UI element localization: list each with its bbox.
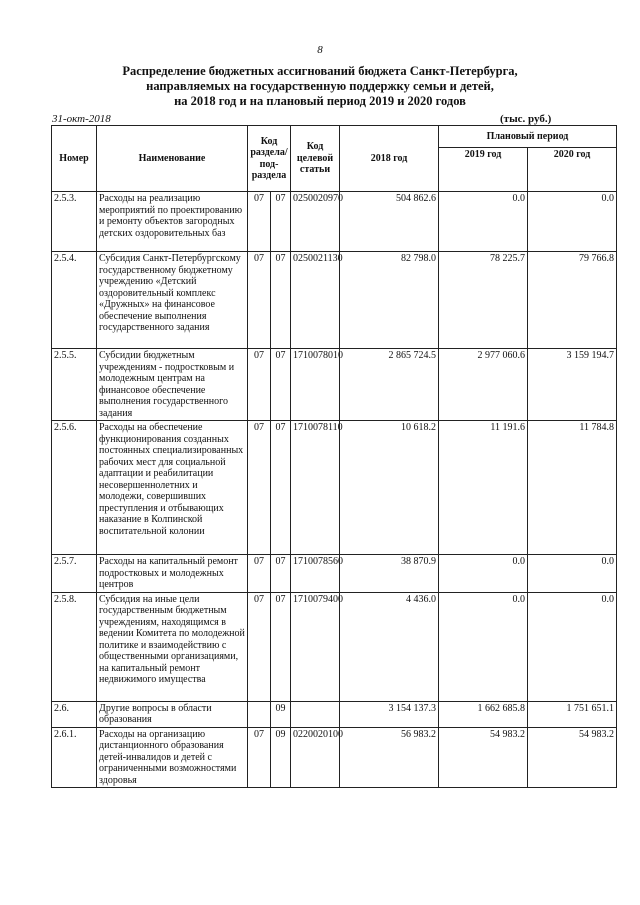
row-subsection: 07 <box>271 252 291 349</box>
row-name: Расходы на реализацию мероприятий по проектированию и ремонту объектов загородных детских оздоровительных баз <box>97 192 248 252</box>
table-row <box>52 555 617 593</box>
row-name: Субсидия Санкт-Петербургскому государственному бюджетному учреждению «Детский оздоровительный комплекс «Дружных» на финансовое обеспечение выполнения государственного задания <box>97 252 248 349</box>
row-value-2019: 1 662 685.8 <box>439 701 528 727</box>
row-article: 1710079400 <box>291 592 340 701</box>
row-value-2018: 4 436.0 <box>340 592 439 701</box>
units-label: (тыс. руб.) <box>500 113 552 125</box>
table-row <box>52 592 617 701</box>
header-2019: 2019 год <box>439 148 528 192</box>
table-row <box>52 192 617 252</box>
row-subsection: 07 <box>271 555 291 593</box>
row-article: 1710078560 <box>291 555 340 593</box>
row-article: 0250021130 <box>291 252 340 349</box>
row-article: 1710078110 <box>291 421 340 555</box>
row-name: Субсидия на иные цели государственным бюджетным учреждениям, находящимся в ведении Комитета по молодежной политике и взаимодействию с общественными организациями, на капитальный ремонт недвижимого имущества <box>97 592 248 701</box>
row-value-2019: 0.0 <box>439 555 528 593</box>
title-line-3: на 2018 год и на плановый период 2019 и 2020 годов <box>174 94 466 108</box>
row-value-2018: 2 865 724.5 <box>340 349 439 421</box>
header-number: Номер <box>52 126 97 192</box>
row-value-2018: 56 983.2 <box>340 727 439 788</box>
header-planned-period: Плановый период <box>439 126 617 148</box>
row-name: Расходы на обеспечение функционирования созданных постоянных специализированных рабочих мест для социальной адаптации и реабилитации несовершеннолетних и молодежи, совершивших преступления и отбывающих наказание в Колпинской воспитательной колонии <box>97 421 248 555</box>
row-subsection: 09 <box>271 727 291 788</box>
row-name: Расходы на организацию дистанционного образования детей-инвалидов и детей с ограниченными возможностями здоровья <box>97 727 248 788</box>
row-article: 1710078010 <box>291 349 340 421</box>
row-value-2019: 2 977 060.6 <box>439 349 528 421</box>
header-2020: 2020 год <box>528 148 617 192</box>
row-number: 2.5.3. <box>52 192 97 252</box>
row-value-2020: 79 766.8 <box>528 252 617 349</box>
row-value-2020: 1 751 651.1 <box>528 701 617 727</box>
budget-table <box>51 125 617 788</box>
row-value-2020: 0.0 <box>528 592 617 701</box>
header-name: Наименование <box>97 126 248 192</box>
row-number: 2.5.8. <box>52 592 97 701</box>
row-article: 0250020970 <box>291 192 340 252</box>
row-section: 07 <box>248 192 271 252</box>
page-number: 8 <box>317 44 323 56</box>
row-name: Расходы на капитальный ремонт подростковых и молодежных центров <box>97 555 248 593</box>
header-section-code: Код раздела/ под-раздела <box>248 126 291 192</box>
row-value-2018: 38 870.9 <box>340 555 439 593</box>
row-number: 2.6. <box>52 701 97 727</box>
row-section: 07 <box>248 555 271 593</box>
row-value-2019: 11 191.6 <box>439 421 528 555</box>
row-value-2018: 82 798.0 <box>340 252 439 349</box>
header-article-code: Код целевой статьи <box>291 126 340 192</box>
report-date: 31-окт-2018 <box>52 113 111 125</box>
row-number: 2.5.7. <box>52 555 97 593</box>
header-2018: 2018 год <box>340 126 439 192</box>
row-value-2020: 11 784.8 <box>528 421 617 555</box>
row-number: 2.5.5. <box>52 349 97 421</box>
row-article <box>291 701 340 727</box>
title-line-1: Распределение бюджетных ассигнований бюджета Санкт-Петербурга, <box>122 64 518 78</box>
table-row <box>52 701 617 727</box>
row-value-2019: 78 225.7 <box>439 252 528 349</box>
row-value-2019: 0.0 <box>439 192 528 252</box>
row-value-2018: 504 862.6 <box>340 192 439 252</box>
row-value-2018: 3 154 137.3 <box>340 701 439 727</box>
row-name: Другие вопросы в области образования <box>97 701 248 727</box>
row-value-2018: 10 618.2 <box>340 421 439 555</box>
row-section: 07 <box>248 349 271 421</box>
row-article: 0220020100 <box>291 727 340 788</box>
row-value-2020: 0.0 <box>528 192 617 252</box>
row-name: Субсидии бюджетным учреждениям - подростковым и молодежным центрам на финансовое обеспечение выполнения государственного задания <box>97 349 248 421</box>
row-number: 2.6.1. <box>52 727 97 788</box>
row-subsection: 09 <box>271 701 291 727</box>
row-number: 2.5.4. <box>52 252 97 349</box>
row-section: 07 <box>248 252 271 349</box>
row-value-2020: 54 983.2 <box>528 727 617 788</box>
table-row <box>52 727 617 788</box>
row-section: 07 <box>248 421 271 555</box>
table-row <box>52 421 617 555</box>
row-section: 07 <box>248 592 271 701</box>
row-subsection: 07 <box>271 192 291 252</box>
document-title <box>60 64 580 109</box>
row-value-2020: 3 159 194.7 <box>528 349 617 421</box>
table-row <box>52 349 617 421</box>
table-row <box>52 252 617 349</box>
row-subsection: 07 <box>271 592 291 701</box>
row-section: 07 <box>248 727 271 788</box>
row-value-2019: 54 983.2 <box>439 727 528 788</box>
row-subsection: 07 <box>271 349 291 421</box>
row-number: 2.5.6. <box>52 421 97 555</box>
title-line-2: направляемых на государственную поддержку семьи и детей, <box>146 79 494 93</box>
row-section <box>248 701 271 727</box>
row-value-2019: 0.0 <box>439 592 528 701</box>
row-subsection: 07 <box>271 421 291 555</box>
row-value-2020: 0.0 <box>528 555 617 593</box>
